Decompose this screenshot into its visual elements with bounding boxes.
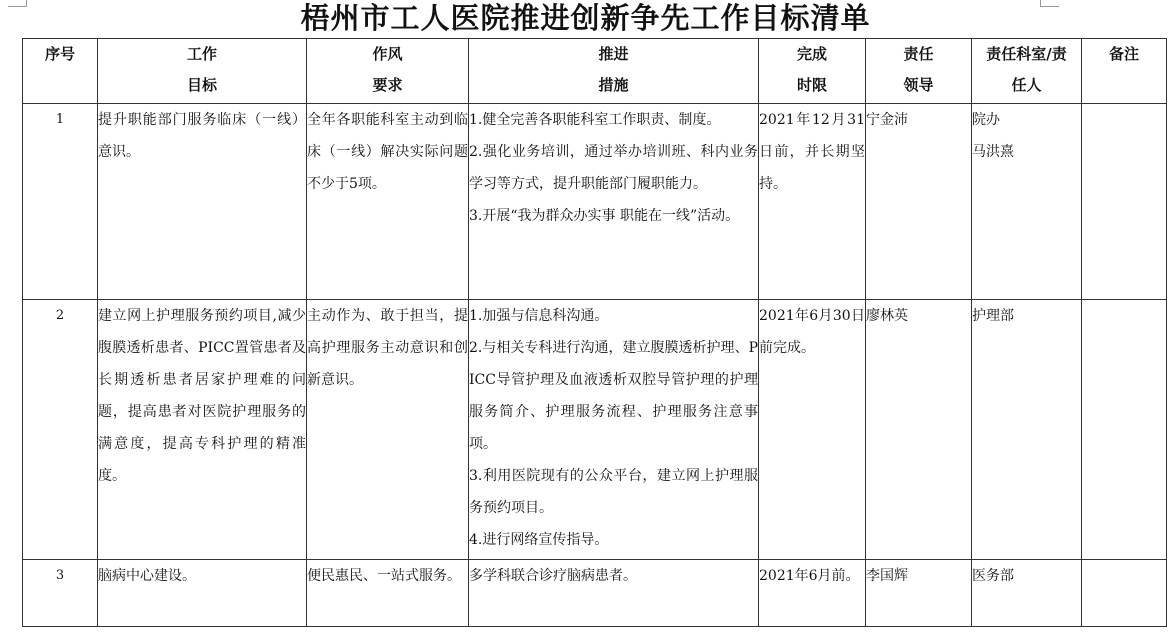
row-note: [1082, 560, 1167, 627]
header-measures: 推进 措施: [469, 39, 759, 104]
table-row: [23, 300, 1167, 560]
document-title: 梧州市工人医院推进创新争先工作目标清单: [300, 1, 871, 35]
row-deadline: 2021年12月31日前，并长期坚持。: [759, 104, 866, 300]
row-leader: 廖林英: [866, 300, 972, 560]
row-seq: 3: [23, 560, 98, 627]
row-leader: 李国辉: [866, 560, 972, 627]
table-header-row: [23, 39, 1167, 104]
row-seq: 2: [23, 300, 98, 560]
row-goal: 脑病中心建设。: [98, 560, 307, 627]
row-style: 便民惠民、一站式服务。: [307, 560, 469, 627]
row-style: 全年各职能科室主动到临床（一线）解决实际问题不少于5项。: [307, 104, 469, 300]
row-dept: 院办 马洪熹: [972, 104, 1082, 300]
row-style: 主动作为、敢于担当，提高护理服务主动意识和创新意识。: [307, 300, 469, 560]
header-deadline: 完成 时限: [759, 39, 866, 104]
row-goal: 提升职能部门服务临床（一线）意识。: [98, 104, 307, 300]
measure-item: 3.开展“我为群众办实事 职能在一线”活动。: [469, 208, 740, 224]
row-dept: 医务部: [972, 560, 1082, 627]
header-seq: 序号: [23, 39, 98, 104]
header-goal: 工作 目标: [98, 39, 307, 104]
header-style: 作风 要求: [307, 39, 469, 104]
table-row: [23, 560, 1167, 627]
header-leader: 责任 领导: [866, 39, 972, 104]
row-seq: 1: [23, 104, 98, 300]
measure-item: 1.健全完善各职能科室工作职责、制度。: [469, 112, 721, 128]
row-measures: [469, 560, 759, 627]
row-deadline: 2021年6月前。: [759, 560, 866, 627]
row-deadline: 2021年6月30日前完成。: [759, 300, 866, 560]
header-dept: 责任科室/责 任人: [972, 39, 1082, 104]
measure-item: 4.进行网络宣传指导。: [469, 532, 609, 548]
row-note: [1082, 104, 1167, 300]
measure-item: 2.与相关专科进行沟通，建立腹膜透析护理、PICC导管护理及血液透析双腔导管护理的护理服务简介、护理服务流程、护理服务注意事项。: [469, 340, 758, 452]
measure-item: 3.利用医院现有的公众平台，建立网上护理服务预约项目。: [469, 468, 758, 516]
row-dept: 护理部: [972, 300, 1082, 560]
row-note: [1082, 300, 1167, 560]
measure-item: 多学科联合诊疗脑病患者。: [469, 568, 637, 584]
row-measures: [469, 300, 759, 560]
row-measures: [469, 104, 759, 300]
table-row: [23, 104, 1167, 300]
row-leader: 宁金沛: [866, 104, 972, 300]
row-goal: 建立网上护理服务预约项目,减少腹膜透析患者、PICC置管患者及长期透析患者居家护理难的问题，提高患者对医院护理服务的满意度，提高专科护理的精准度。: [98, 300, 307, 560]
goal-table: [22, 38, 1167, 627]
measure-item: 1.加强与信息科沟通。: [469, 308, 609, 324]
measure-item: 2.强化业务培训，通过举办培训班、科内业务学习等方式，提升职能部门履职能力。: [469, 144, 758, 192]
header-note: 备注: [1082, 39, 1167, 104]
